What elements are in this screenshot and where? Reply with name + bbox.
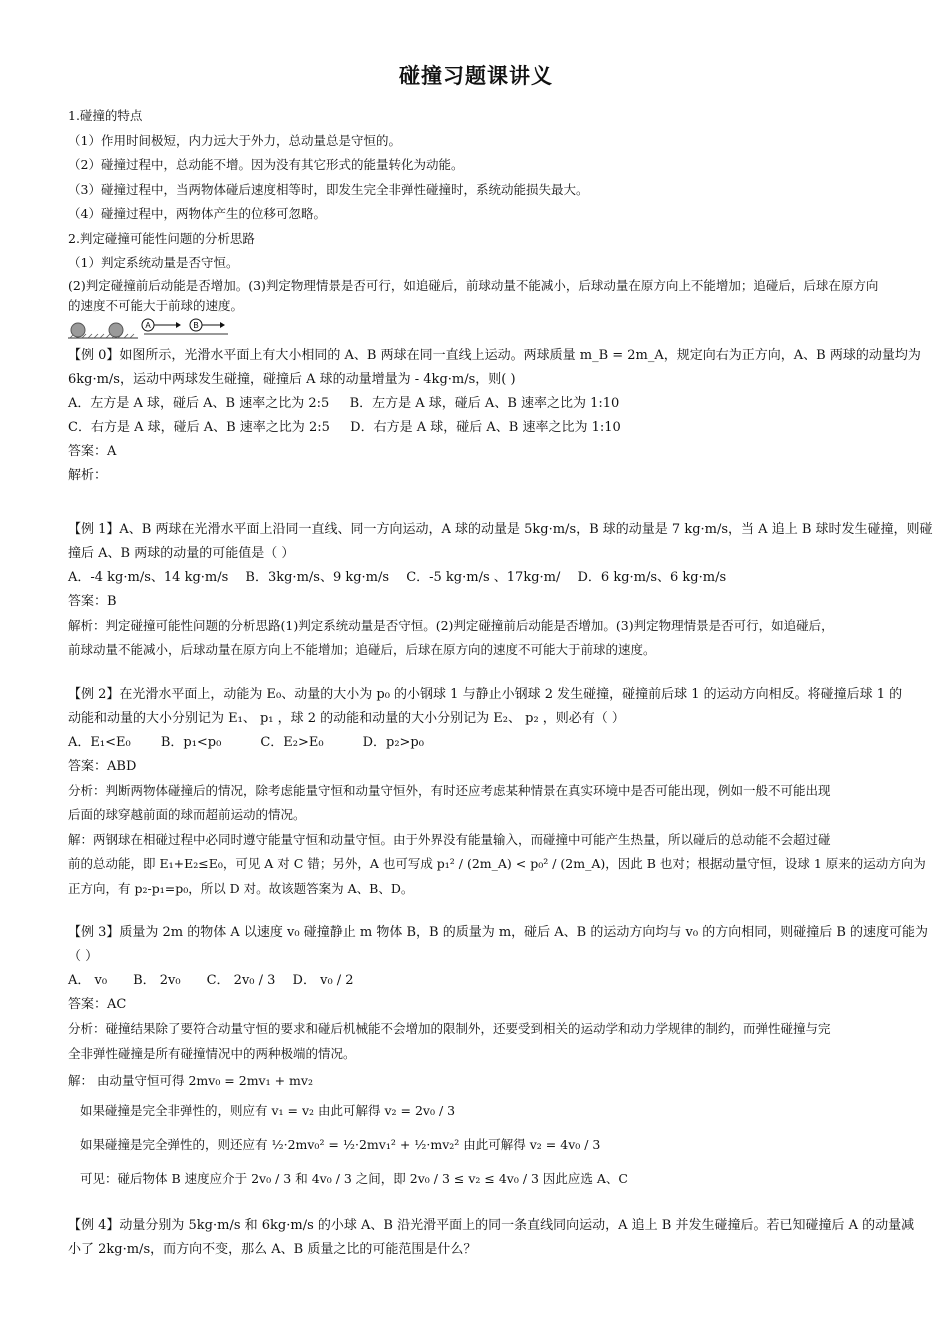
section-1-point-2: （2）碰撞过程中，总动能不增。因为没有其它形式的能量转化为动能。 bbox=[68, 157, 464, 172]
example-3-options: A． v₀ B． 2v₀ C． 2v₀ / 3 D． v₀ / 2 bbox=[68, 973, 354, 988]
example-0-answer: 答案：A bbox=[68, 443, 117, 459]
section-1-point-3: （3）碰撞过程中，当两物体碰后速度相等时，即发生完全非弹性碰撞时，系统动能损失最大。 bbox=[68, 181, 589, 197]
example-2-line-2: 动能和动量的大小分别记为 E₁、 p₁ ，球 2 的动能和动量的大小分别记为 E₂、 p₂ ，则必有（ ） bbox=[68, 710, 625, 726]
document-page bbox=[68, 60, 933, 1262]
example-0-option-a: A．左方是 A 球，碰后 A、B 速率之比为 2:5 bbox=[68, 395, 330, 411]
ball-b-label: B bbox=[193, 320, 199, 330]
example-1-analysis-1: 解析：判定碰撞可能性问题的分析思路(1)判定系统动量是否守恒。(2)判定碰撞前后动能是否增加。(3)判定物理情景是否可行，如追碰后， bbox=[68, 617, 834, 633]
section-2-heading: 2.判定碰撞可能性问题的分析思路 bbox=[68, 230, 255, 246]
example-2-options: A．E₁<E₀ B．p₁<p₀ C．E₂>E₀ D．p₂>p₀ bbox=[68, 734, 424, 750]
example-3-fenxi-1: 分析：碰撞结果除了要符合动量守恒的要求和碰后机械能不会增加的限制外，还要受到相关的运动学和动力学规律的制约，而弹性碰撞与完 bbox=[68, 1021, 831, 1036]
example-3-line-1: 【例 3】质量为 2m 的物体 A 以速度 v₀ 碰撞静止 m 物体 B，B 的质量为 m，碰后 A、B 的运动方向均与 v₀ 的方向相同，则碰撞后 B 的速度可能为 bbox=[68, 925, 929, 940]
example-0-options-cd bbox=[68, 416, 884, 440]
example-0-option-d: D．右方是 A 球，碰后 A、B 速率之比为 1:10 bbox=[350, 419, 621, 435]
collision-figure bbox=[68, 318, 884, 340]
page-title: 碰撞习题课讲义 bbox=[399, 64, 553, 88]
example-0-option-c: C．右方是 A 球，碰后 A、B 速率之比为 2:5 bbox=[68, 419, 330, 435]
section-1-point-1: （1）作用时间极短，内力远大于外力，总动量总是守恒的。 bbox=[68, 132, 401, 148]
example-0-line-1: 【例 0】如图所示，光滑水平面上有大小相同的 A、B 两球在同一直线上运动。两球质量 m_B = 2m_A，规定向右为正方向，A、B 两球的动量均为 bbox=[68, 347, 921, 363]
example-3-fenxi-2: 全非弹性碰撞是所有碰撞情况中的两种极端的情况。 bbox=[68, 1045, 356, 1061]
example-2-jie-2: 前的总动能，即 E₁+E₂≤E₀，可见 A 对 C 错；另外，A 也可写成 p₁² / (2m_A) < p₀² / (2m_A)，因此 B 也对；根据动量守恒，设球 1 原来的运动方向为 bbox=[68, 856, 926, 871]
section-2-point-2: (2)判定碰撞前后动能是否增加。(3)判定物理情景是否可行，如追碰后，前球动量不能减小，后球动量在原方向上不能增加；追碰后，后球在原方向的速度不可能大于前球的速度。 bbox=[68, 277, 879, 313]
example-4-line-2: 小了 2kg·m/s，而方向不变，那么 A、B 质量之比的可能范围是什么？ bbox=[68, 1242, 477, 1257]
example-1-options: A．-4 kg·m/s、14 kg·m/s B．3kg·m/s、9 kg·m/s C．-5 kg·m/s 、17kg·m/ D．6 kg·m/s、6 kg·m/s bbox=[68, 569, 727, 585]
example-3-jie-1: 解： 由动量守恒可得 2mv₀ = 2mv₁ + mv₂ bbox=[68, 1073, 313, 1088]
example-2-line-1: 【例 2】在光滑水平面上，动能为 E₀、动量的大小为 p₀ 的小钢球 1 与静止小钢球 2 发生碰撞，碰撞前后球 1 的运动方向相反。将碰撞后球 1 的 bbox=[68, 686, 903, 702]
example-4-line-1: 【例 4】动量分别为 5kg·m/s 和 6kg·m/s 的小球 A、B 沿光滑平面上的同一条直线同向运动，A 追上 B 并发生碰撞后。若已知碰撞后 A 的动量减 bbox=[68, 1218, 915, 1233]
example-2-jie-3: 正方向，有 p₂-p₁=p₀，所以 D 对。故该题答案为 A、B、D。 bbox=[68, 880, 414, 896]
example-2-fenxi-1: 分析：判断两物体碰撞后的情况，除考虑能量守恒和动量守恒外，有时还应考虑某种情景在真实环境中是否可能出现，例如一般不可能出现 bbox=[68, 782, 831, 798]
ball-a-label: A bbox=[145, 320, 151, 330]
section-1-heading: 1.碰撞的特点 bbox=[68, 108, 143, 123]
example-0-option-b: B．左方是 A 球，碰后 A、B 速率之比为 1:10 bbox=[349, 395, 620, 411]
example-2-answer: 答案：ABD bbox=[68, 758, 137, 774]
example-1-answer: 答案：B bbox=[68, 593, 117, 609]
balls-diagram bbox=[68, 318, 238, 340]
example-3-jie-2: 如果碰撞是完全非弹性的，则应有 v₁ = v₂ 由此可解得 v₂ = 2v₀ / 3 bbox=[80, 1103, 456, 1118]
example-0-line-2: 6kg·m/s，运动中两球发生碰撞，碰撞后 A 球的动量增量为 - 4kg·m/s，则( ) bbox=[68, 371, 516, 387]
example-1-line-1: 【例 1】A、B 两球在光滑水平面上沿同一直线、同一方向运动，A 球的动量是 5kg·m/s，B 球的动量是 7 kg·m/s，当 A 追上 B 球时发生碰撞，则碰 bbox=[68, 521, 933, 537]
example-3-answer: 答案：AC bbox=[68, 997, 127, 1012]
example-3-line-2: （ ） bbox=[68, 949, 99, 964]
example-0-analysis: 解析： bbox=[68, 467, 108, 483]
example-3-jie-3: 如果碰撞是完全弹性的，则还应有 ½·2mv₀² = ½·2mv₁² + ½·mv₂² 由此可解得 v₂ = 4v₀ / 3 bbox=[80, 1137, 601, 1152]
section-1-point-4: （4）碰撞过程中，两物体产生的位移可忽略。 bbox=[68, 206, 326, 221]
example-2-fenxi-2: 后面的球穿越前面的球而超前运动的情况。 bbox=[68, 807, 306, 822]
example-2-jie-1: 解：两钢球在相碰过程中必同时遵守能量守恒和动量守恒。由于外界没有能量输入，而碰撞中可能产生热量，所以碰后的总动能不会超过碰 bbox=[68, 831, 831, 847]
example-1-analysis-2: 前球动量不能减小，后球动量在原方向上不能增加；追碰后，后球在原方向的速度不可能大于前球的速度。 bbox=[68, 642, 656, 657]
example-3-jie-4: 可见：碰后物体 B 速度应介于 2v₀ / 3 和 4v₀ / 3 之间，即 2v₀ / 3 ≤ v₂ ≤ 4v₀ / 3 因此应选 A、C bbox=[80, 1171, 628, 1186]
example-0-options-ab bbox=[68, 392, 884, 416]
section-2-point-1: （1）判定系统动量是否守恒。 bbox=[68, 255, 239, 270]
example-1-line-2: 撞后 A、B 两球的动量的可能值是（ ） bbox=[68, 545, 295, 561]
